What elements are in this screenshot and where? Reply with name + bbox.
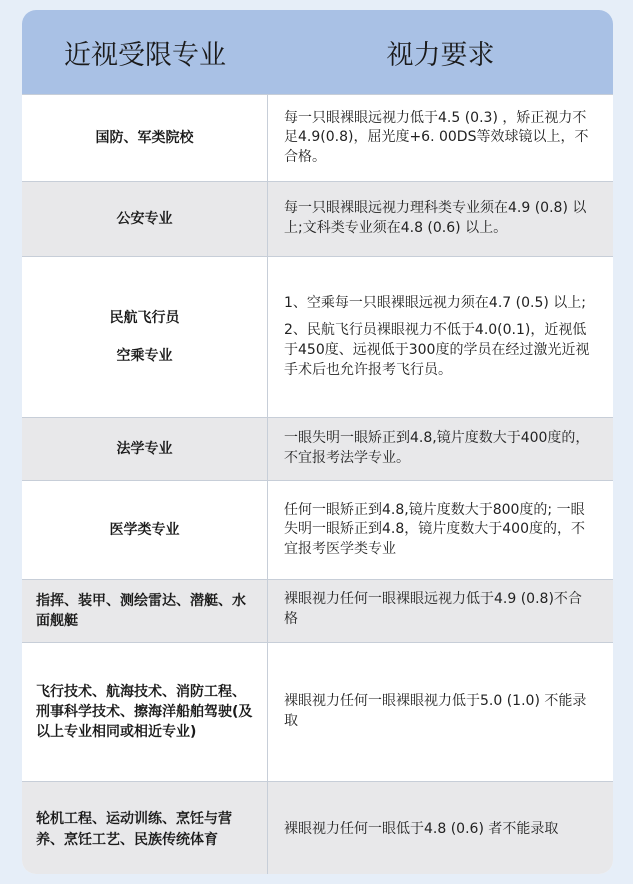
major-cell: 飞行技术、航海技术、消防工程、刑事科学技术、擦海洋船舶驾驶(及以上专业相同或相近专业) bbox=[22, 643, 268, 781]
requirement-cell: 任何一眼矫正到4.8,镜片度数大于800度的; 一眼失明一眼矫正到4.8，镜片度数大于400度的，不宜报考医学类专业 bbox=[284, 501, 585, 557]
table-row bbox=[22, 417, 613, 480]
table-row bbox=[22, 781, 613, 874]
requirement-cell: 裸眼视力任何一眼裸眼远视力低于4.9 (0.8)不合格 bbox=[284, 591, 582, 627]
requirement-cell: 裸眼视力任何一眼低于4.8 (0.6) 者不能录取 bbox=[284, 820, 559, 837]
requirement-cell: 一眼失明一眼矫正到4.8,镜片度数大于400度的，不宜报考法学专业。 bbox=[284, 430, 590, 466]
major-line: 民航飞行员 bbox=[109, 309, 180, 326]
requirement-cell: 每一只眼裸眼远视力理科类专业须在4.9 (0.8) 以上;文科类专业须在4.8 (0.6) 以上。 bbox=[284, 200, 587, 236]
requirement-cell: 每一只眼裸眼远视力低于4.5 (0.3) ，矫正视力不足4.9(0.8)，屈光度+6. 00DS等效球镜以上，不合格。 bbox=[284, 109, 589, 165]
major-cell: 指挥、装甲、测绘雷达、潜艇、水面舰艇 bbox=[22, 580, 268, 642]
table-row bbox=[22, 256, 613, 417]
major-cell: 国防、军类院校 bbox=[22, 95, 268, 181]
major-cell: 医学类专业 bbox=[22, 481, 268, 579]
requirement-paragraph: 2、民航飞行员裸眼视力不低于4.0(0.1)，近视低于450度、远视低于300度的学员在经过激光近视手术后也允许报考飞行员。 bbox=[284, 322, 590, 378]
table-row bbox=[22, 579, 613, 642]
major-cell: 轮机工程、运动训练、烹饪与营养、烹饪工艺、民族传统体育 bbox=[22, 782, 268, 874]
vision-requirements-table bbox=[22, 10, 613, 874]
table-row bbox=[22, 94, 613, 181]
table-row bbox=[22, 480, 613, 579]
table-row bbox=[22, 181, 613, 256]
major-line: 空乘专业 bbox=[116, 348, 173, 364]
requirement-cell: 裸眼视力任何一眼裸眼视力低于5.0 (1.0) 不能录取 bbox=[284, 693, 587, 729]
table-header bbox=[22, 10, 613, 94]
requirement-cell bbox=[268, 257, 613, 417]
table-row bbox=[22, 642, 613, 781]
header-requirement: 视力要求 bbox=[386, 39, 495, 71]
major-cell bbox=[22, 257, 268, 417]
major-cell: 公安专业 bbox=[22, 182, 268, 256]
header-major: 近视受限专业 bbox=[64, 39, 226, 71]
requirement-paragraph: 1、空乘每一只眼裸眼远视力须在4.7 (0.5) 以上; bbox=[284, 294, 586, 311]
major-cell: 法学专业 bbox=[22, 418, 268, 480]
